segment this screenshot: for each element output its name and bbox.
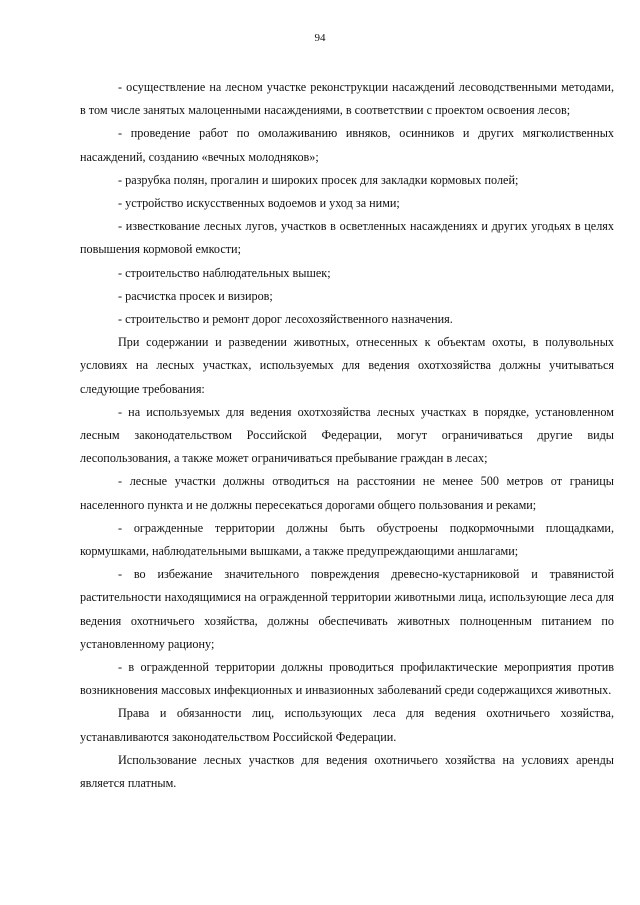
page-number: 94 — [314, 32, 326, 44]
paragraph: При содержании и разведении животных, отнесенных к объектам охоты, в полувольных условиях на лесных участках, используемых для ведения охотхозяйства должны учитываться следующие требования: — [80, 335, 614, 396]
paragraph: - огражденные территории должны быть обустроены подкормочными площадками, кормушками, наблюдательными вышками, а также предупреждающими аншлагами; — [80, 520, 614, 559]
paragraph: Права и обязанности лиц, использующих леса для ведения охотничьего хозяйства, устанавливаются законодательством Российской Федерации. — [80, 706, 614, 744]
text-body — [80, 76, 614, 795]
paragraph: - во избежание значительного повреждения древесно-кустарниковой и травянистой растительности находящимися на огражденной территории животными лица, использующие леса для ведения охотничьего хозяйства, должны обеспечивать животных полноценным питанием по установленному рациону; — [80, 567, 614, 651]
paragraph: Использование лесных участков для ведения охотничьего хозяйства на условиях аренды является платным. — [80, 752, 614, 791]
paragraph: - осуществление на лесном участке реконструкции насаждений лесоводственными методами, в том числе занятых малоценными насаждениями, в соответствии с проектом освоения лесов; — [80, 80, 614, 118]
paragraph: - лесные участки должны отводиться на расстоянии не менее 500 метров от границы населенного пункта и не должны пересекаться дорогами общего пользования и реками; — [80, 474, 614, 512]
paragraph: - на используемых для ведения охотхозяйства лесных участках в порядке, установленном лесным законодательством Российской Федерации, могут ограничиваться другие виды лесопользования, а также может ограничиваться пребывание граждан в лесах; — [80, 404, 614, 466]
paragraph: - в огражденной территории должны проводиться профилактические мероприятия против возникновения массовых инфекционных и инвазионных заболеваний среди содержащихся животных. — [80, 660, 614, 698]
paragraph: - строительство и ремонт дорог лесохозяйственного назначения. — [118, 312, 453, 327]
paragraph: - расчистка просек и визиров; — [118, 288, 273, 303]
paragraph: - устройство искусственных водоемов и уход за ними; — [118, 196, 400, 211]
paragraph: - известкование лесных лугов, участков в осветленных насаждениях и других угодьях в целях повышения кормовой емкости; — [80, 219, 614, 257]
paragraph: - строительство наблюдательных вышек; — [118, 265, 331, 280]
paragraph: - проведение работ по омолаживанию ивняков, осинников и других мягколиственных насаждений, созданию «вечных молодняков»; — [80, 126, 614, 164]
paragraph: - разрубка полян, прогалин и широких просек для закладки кормовых полей; — [118, 172, 519, 187]
